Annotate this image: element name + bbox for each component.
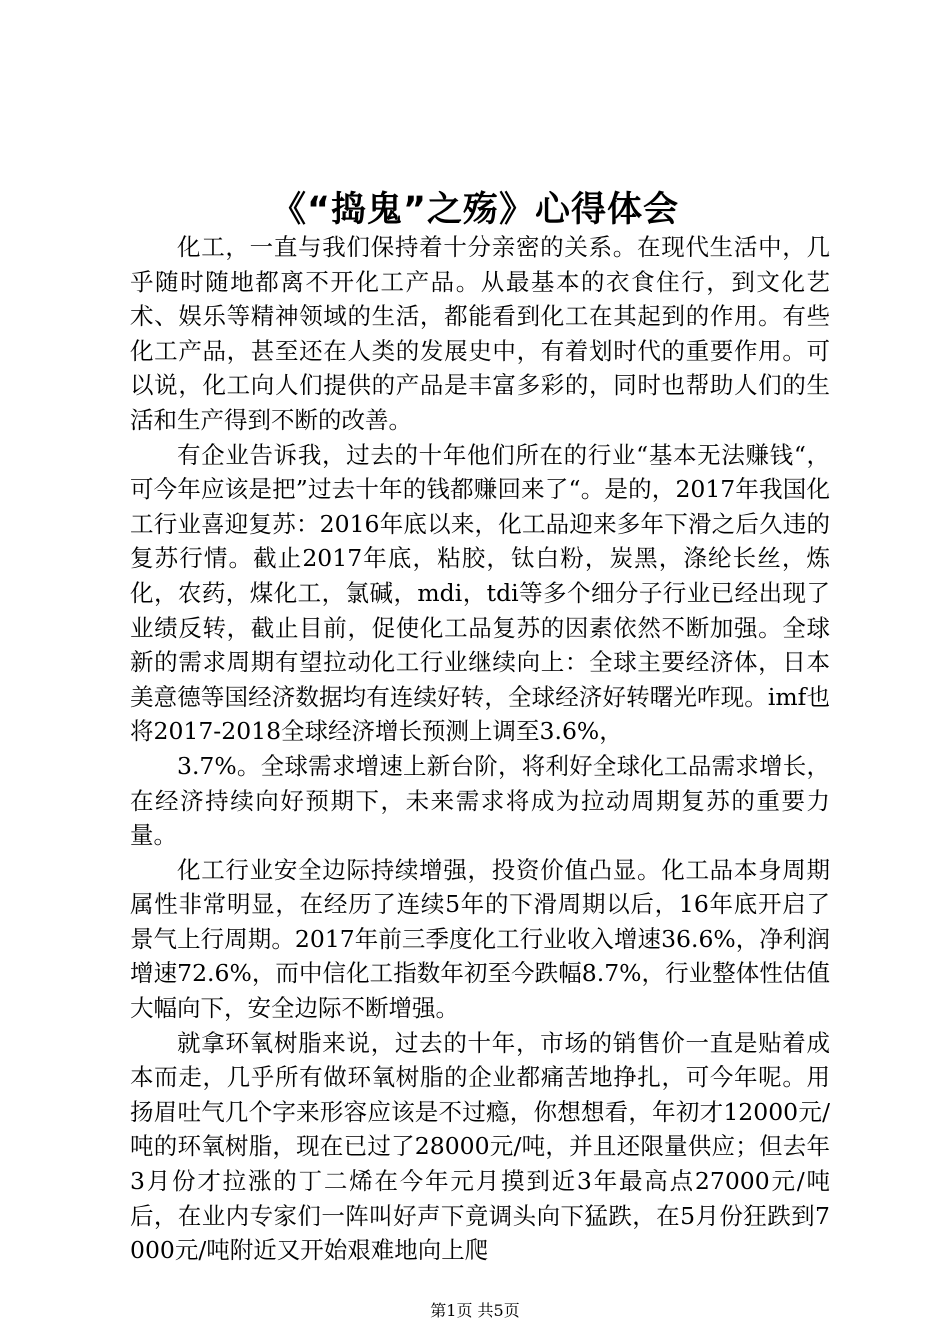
page-number-footer: 第1页 共5页 bbox=[430, 1301, 520, 1320]
paragraph-4: 化工行业安全边际持续增强，投资价值凸显。化工品本身周期属性非常明显，在经历了连续5年的下滑周期以后，16年底开启了景气上行周期。2017年前三季度化工行业收入增速36.6%，净利润增速72.6%，而中信化工指数年初至今跌幅8.7%，行业整体性估值大幅向下，安全边际不断增强。 bbox=[130, 855, 830, 1023]
document-title: 《“捣鬼”之殇》心得体会 bbox=[270, 190, 679, 230]
document-body bbox=[130, 230, 830, 1268]
paragraph-3: 3.7%。全球需求增速上新台阶，将利好全球化工品需求增长，在经济持续向好预期下，未来需求将成为拉动周期复苏的重要力量。 bbox=[130, 751, 830, 850]
paragraph-5: 就拿环氧树脂来说，过去的十年，市场的销售价一直是贴着成本而走，几乎所有做环氧树脂的企业都痛苦地挣扎，可今年呢。用扬眉吐气几个字来形容应该是不过瘾，你想想看，年初才12000元/吨的环氧树脂，现在已过了28000元/吨，并且还限量供应；但去年3月份才拉涨的丁二烯在今年元月摸到近3年最高点27000元/吨后，在业内专家们一阵叫好声下竟调头向下猛跌，在5月份狂跌到7000元/吨附近又开始艰难地向上爬 bbox=[130, 1028, 830, 1265]
paragraph-2: 有企业告诉我，过去的十年他们所在的行业“基本无法赚钱“，可今年应该是把”过去十年的钱都赚回来了“。是的，2017年我国化工行业喜迎复苏：2016年底以来，化工品迎来多年下滑之后久违的复苏行情。截止2017年底，粘胶，钛白粉，炭黑，涤纶长丝，炼化，农药，煤化工，氯碱，mdi，tdi等多个细分子行业已经出现了业绩反转，截止目前，促使化工品复苏的因素依然不断加强。全球新的需求周期有望拉动化工行业继续向上：全球主要经济体，日本美意德等国经济数据均有连续好转，全球经济好转曙光咋现。imf也将2017-2018全球经济增长预测上调至3.6%， bbox=[130, 440, 830, 746]
paragraph-1: 化工，一直与我们保持着十分亲密的关系。在现代生活中，几乎随时随地都离不开化工产品。从最基本的衣食住行，到文化艺术、娱乐等精神领域的生活，都能看到化工在其起到的作用。有些化工产品，甚至还在人类的发展史中，有着划时代的重要作用。可以说，化工向人们提供的产品是丰富多彩的，同时也帮助人们的生活和生产得到不断的改善。 bbox=[130, 233, 830, 434]
